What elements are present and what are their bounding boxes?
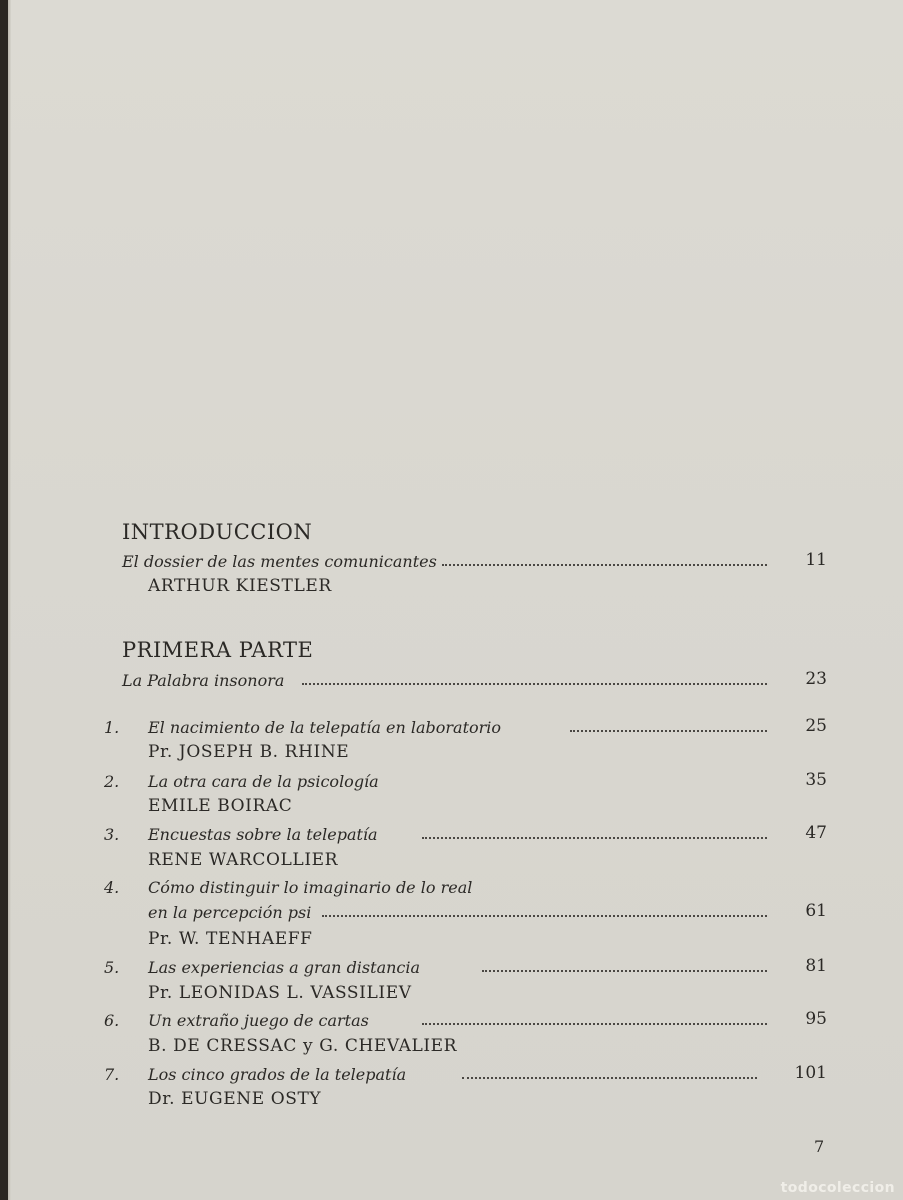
entry-title: La Palabra insonora <box>122 671 285 690</box>
entry-title-continued: en la percepción psi <box>148 903 312 922</box>
toc-entry-chapter-4 <box>104 878 827 902</box>
entry-title: Los cinco grados de la telepatía <box>148 1065 407 1084</box>
page-number-folio: 7 <box>814 1137 825 1156</box>
entry-author: RENE WARCOLLIER <box>148 850 339 870</box>
entry-title: Las experiencias a gran distancia <box>148 958 421 977</box>
toc-entry-chapter-3 <box>104 823 827 849</box>
entry-author: Pr. JOSEPH B. RHINE <box>148 742 350 762</box>
watermark-logo: todocoleccion <box>780 1180 895 1196</box>
book-page <box>8 0 903 1200</box>
dot-leader <box>422 835 767 839</box>
toc-entry-intro <box>122 552 827 576</box>
entry-author: Dr. EUGENE OSTY <box>148 1089 322 1109</box>
entry-page-number: 25 <box>805 716 827 736</box>
entry-page-number: 47 <box>805 823 827 843</box>
dot-leader <box>570 728 767 732</box>
toc-entry-chapter-4-cont <box>122 903 827 927</box>
entry-author: B. DE CRESSAC y G. CHEVALIER <box>148 1036 458 1056</box>
entry-page-number: 61 <box>805 901 827 921</box>
dot-leader <box>462 1075 757 1079</box>
toc-entry-chapter-7 <box>104 1063 827 1089</box>
page-edge <box>8 0 11 1200</box>
chapter-number: 6. <box>104 1011 120 1030</box>
chapter-number: 4. <box>104 878 120 897</box>
entry-author: EMILE BOIRAC <box>148 796 293 816</box>
entry-page-number: 23 <box>805 669 827 689</box>
chapter-number: 1. <box>104 718 120 737</box>
intro-heading: INTRODUCCION <box>122 520 313 544</box>
entry-page-number: 35 <box>805 770 827 790</box>
dot-leader <box>482 968 767 972</box>
chapter-number: 2. <box>104 772 120 791</box>
entry-title: Un extraño juego de cartas <box>148 1011 369 1030</box>
entry-title: La otra cara de la psicología <box>148 772 379 791</box>
entry-title: Cómo distinguir lo imaginario de lo real <box>148 878 473 897</box>
part-one-heading: PRIMERA PARTE <box>122 638 314 662</box>
chapter-number: 3. <box>104 825 120 844</box>
toc-entry-chapter-2 <box>104 770 827 796</box>
entry-title: Encuestas sobre la telepatía <box>148 825 378 844</box>
entry-page-number: 101 <box>794 1063 827 1083</box>
entry-page-number: 11 <box>805 550 827 570</box>
toc-entry-chapter-6 <box>104 1009 827 1035</box>
chapter-number: 7. <box>104 1065 120 1084</box>
toc-entry-chapter-1 <box>104 716 827 742</box>
toc-entry-chapter-5 <box>104 956 827 982</box>
dot-leader <box>442 562 767 566</box>
entry-page-number: 95 <box>805 1009 827 1029</box>
chapter-number: 5. <box>104 958 120 977</box>
entry-author: Pr. LEONIDAS L. VASSILIEV <box>148 983 412 1003</box>
entry-author: Pr. W. TENHAEFF <box>148 929 313 949</box>
dot-leader <box>422 1021 767 1025</box>
entry-title: El dossier de las mentes comunicantes <box>122 552 437 571</box>
dot-leader <box>302 681 767 685</box>
dot-leader <box>322 913 767 917</box>
entry-page-number: 81 <box>805 956 827 976</box>
toc-entry-part-one <box>122 671 827 695</box>
entry-author: ARTHUR KIESTLER <box>148 576 332 596</box>
entry-title: El nacimiento de la telepatía en laboratorio <box>148 718 502 737</box>
